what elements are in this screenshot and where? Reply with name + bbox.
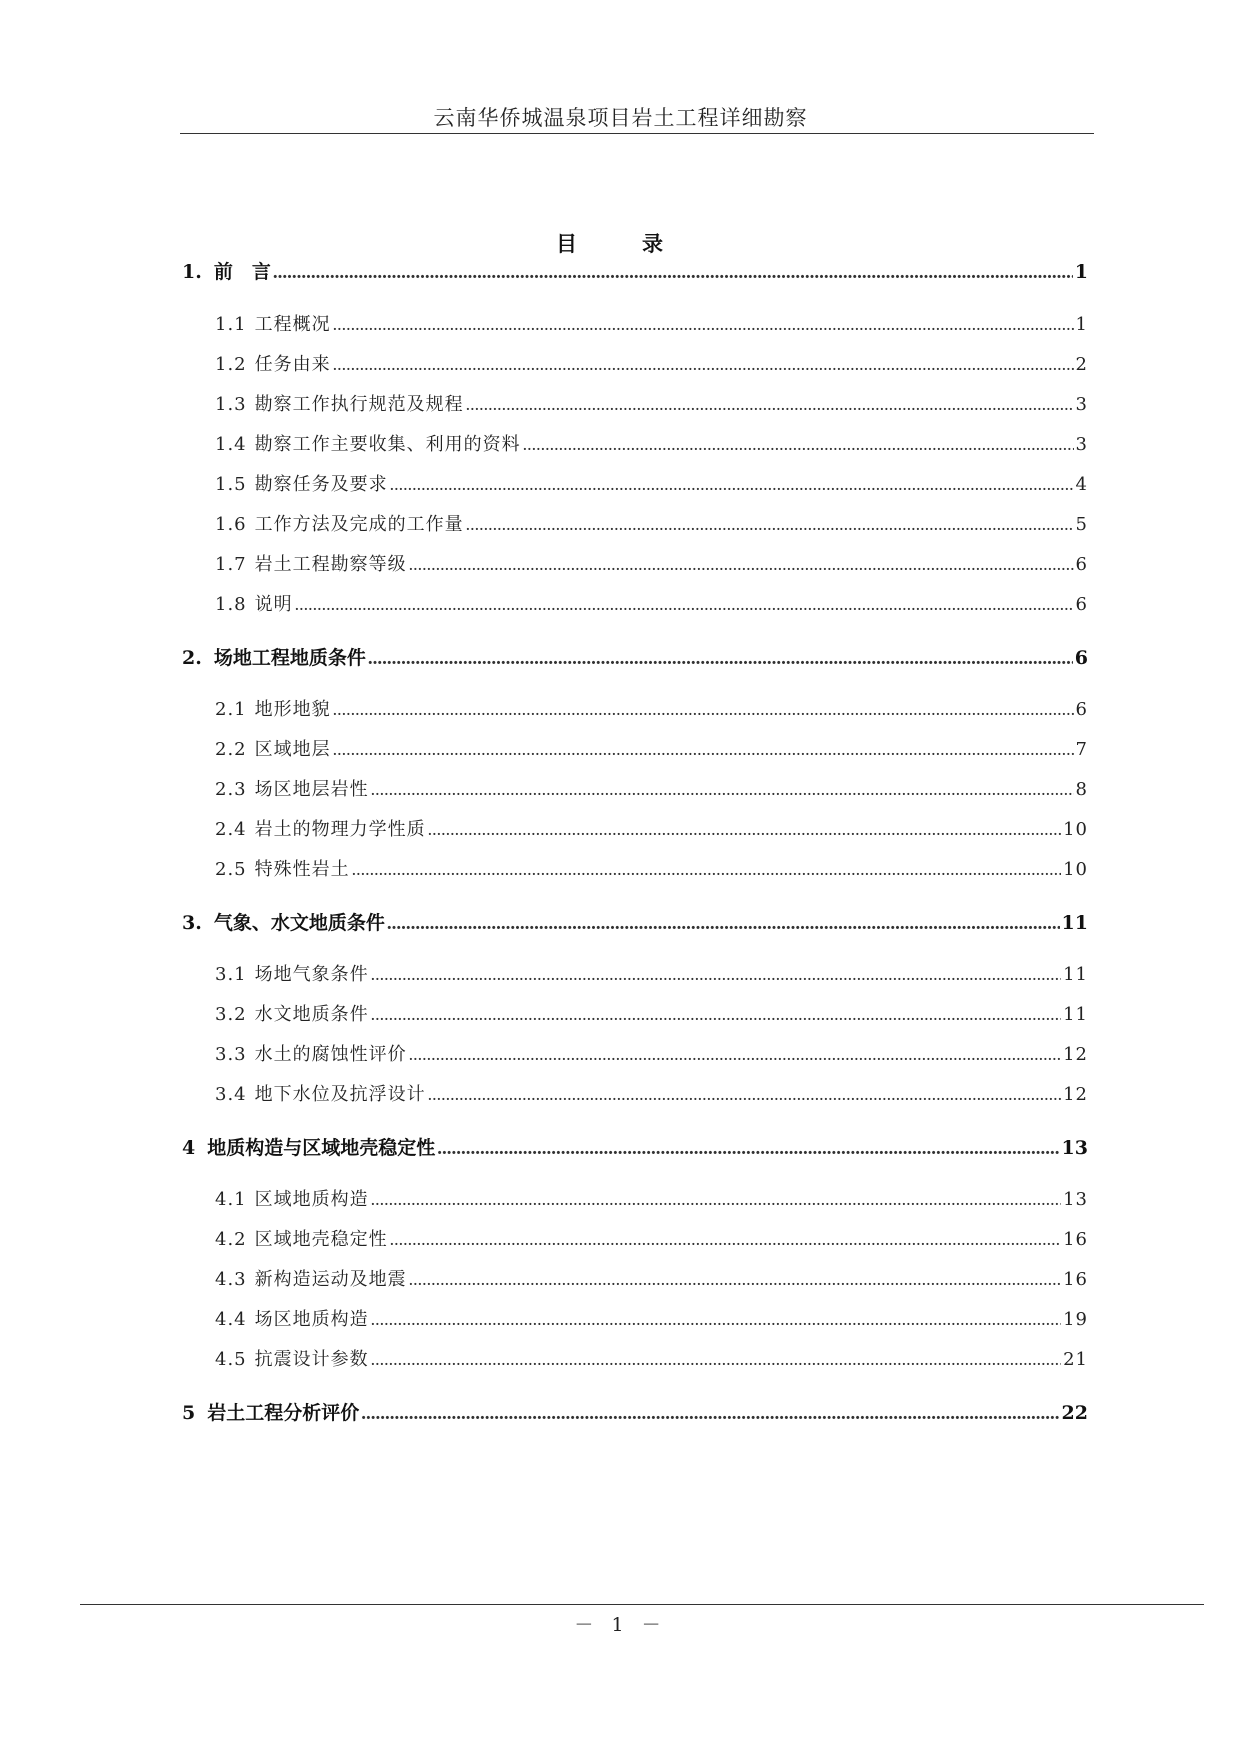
toc-entry-title: 勘察工作主要收集、利用的资料 bbox=[254, 434, 521, 455]
toc-entry-number: 1.6 bbox=[215, 514, 247, 535]
toc-chapter-entry bbox=[182, 908, 1088, 935]
dot-leader bbox=[371, 1309, 1061, 1330]
toc-entry-number: 2. bbox=[182, 647, 202, 669]
toc-entry-title: 场地气象条件 bbox=[254, 964, 369, 985]
dot-leader bbox=[390, 474, 1074, 495]
toc-entry-page: 10 bbox=[1063, 819, 1088, 840]
dot-leader bbox=[295, 594, 1074, 615]
toc-entry-page: 1 bbox=[1074, 261, 1088, 283]
toc-section-entry bbox=[215, 510, 1088, 536]
dot-leader bbox=[371, 964, 1061, 985]
toc-entry-title: 特殊性岩土 bbox=[254, 859, 350, 880]
dot-leader bbox=[333, 314, 1074, 335]
toc-entry-title: 说明 bbox=[254, 594, 293, 615]
toc-entry-title: 岩土工程分析评价 bbox=[207, 1402, 360, 1424]
toc-entry-page: 12 bbox=[1063, 1044, 1088, 1065]
toc-entry-page: 2 bbox=[1075, 354, 1088, 375]
toc-entry-title: 场区地质构造 bbox=[254, 1309, 369, 1330]
toc-entry-number: 3.3 bbox=[215, 1044, 247, 1065]
toc-entry-title: 岩土的物理力学性质 bbox=[254, 819, 426, 840]
dot-leader bbox=[368, 648, 1073, 670]
toc-entry-title: 新构造运动及地震 bbox=[254, 1269, 407, 1290]
toc-entry-page: 22 bbox=[1061, 1402, 1088, 1424]
toc-entry-number: 2.5 bbox=[215, 859, 247, 880]
toc-chapter-entry bbox=[182, 643, 1088, 670]
toc-section-entry bbox=[215, 550, 1088, 576]
toc-section-entry bbox=[215, 960, 1088, 986]
toc-entry-number: 2.1 bbox=[215, 699, 247, 720]
toc-section-entry bbox=[215, 1080, 1088, 1106]
toc-section-entry bbox=[215, 310, 1088, 336]
toc-entry-page: 16 bbox=[1063, 1269, 1088, 1290]
toc-section-entry bbox=[215, 470, 1088, 496]
toc-entry-number: 2.4 bbox=[215, 819, 247, 840]
toc-entry-title: 勘察任务及要求 bbox=[254, 474, 388, 495]
page-number: － 1 － bbox=[574, 1614, 667, 1636]
toc-entry-number: 3. bbox=[182, 912, 202, 934]
toc-entry-page: 6 bbox=[1075, 699, 1088, 720]
toc-entry-page: 13 bbox=[1063, 1189, 1088, 1210]
toc-section-entry bbox=[215, 590, 1088, 616]
toc-entry-number: 4.3 bbox=[215, 1269, 247, 1290]
dot-leader bbox=[409, 554, 1074, 575]
dot-leader bbox=[361, 1403, 1059, 1425]
toc-entry-number: 1.1 bbox=[215, 314, 247, 335]
dot-leader bbox=[409, 1044, 1061, 1065]
dot-leader bbox=[466, 514, 1074, 535]
dot-leader bbox=[333, 699, 1074, 720]
toc-heading: 目 录 bbox=[556, 231, 685, 256]
dot-leader bbox=[409, 1269, 1061, 1290]
toc-entry-title: 勘察工作执行规范及规程 bbox=[254, 394, 464, 415]
toc-entry-page: 6 bbox=[1075, 554, 1088, 575]
toc-entry-page: 8 bbox=[1075, 779, 1088, 800]
toc-entry-number: 4.2 bbox=[215, 1229, 247, 1250]
toc-entry-title: 地下水位及抗浮设计 bbox=[254, 1084, 426, 1105]
toc-entry-number: 1.2 bbox=[215, 354, 247, 375]
toc-section-entry bbox=[215, 1040, 1088, 1066]
toc-entry-page: 3 bbox=[1075, 394, 1088, 415]
toc-entry-title: 前 言 bbox=[213, 261, 271, 283]
dot-leader bbox=[371, 1189, 1061, 1210]
header-divider bbox=[180, 133, 1094, 134]
toc-section-entry bbox=[215, 815, 1088, 841]
toc-entry-number: 1.8 bbox=[215, 594, 247, 615]
dot-leader bbox=[390, 1229, 1061, 1250]
dot-leader bbox=[387, 913, 1060, 935]
toc-section-entry bbox=[215, 350, 1088, 376]
toc-entry-page: 3 bbox=[1075, 434, 1088, 455]
toc-entry-number: 3.4 bbox=[215, 1084, 247, 1105]
toc-entry-number: 1.7 bbox=[215, 554, 247, 575]
dot-leader bbox=[466, 394, 1074, 415]
footer-divider bbox=[80, 1604, 1204, 1605]
dot-leader bbox=[352, 859, 1061, 880]
dot-leader bbox=[371, 779, 1074, 800]
toc-entry-title: 抗震设计参数 bbox=[254, 1349, 369, 1370]
toc-section-entry bbox=[215, 390, 1088, 416]
toc-entry-title: 气象、水文地质条件 bbox=[213, 912, 385, 934]
toc-section-entry bbox=[215, 1185, 1088, 1211]
toc-entry-page: 13 bbox=[1061, 1137, 1088, 1159]
toc-entry-page: 12 bbox=[1063, 1084, 1088, 1105]
toc-entry-page: 6 bbox=[1075, 594, 1088, 615]
toc-section-entry bbox=[215, 775, 1088, 801]
dot-leader bbox=[333, 739, 1074, 760]
dot-leader bbox=[273, 262, 1073, 284]
toc-entry-page: 4 bbox=[1075, 474, 1088, 495]
toc-section-entry bbox=[215, 1305, 1088, 1331]
toc-entry-page: 11 bbox=[1063, 1004, 1088, 1025]
toc-entry-page: 1 bbox=[1075, 314, 1088, 335]
toc-entry-page: 21 bbox=[1063, 1349, 1088, 1370]
toc-section-entry bbox=[215, 695, 1088, 721]
toc-entry-title: 地质构造与区域地壳稳定性 bbox=[207, 1137, 436, 1159]
toc-entry-number: 1.4 bbox=[215, 434, 247, 455]
toc-entry-title: 场区地层岩性 bbox=[254, 779, 369, 800]
toc-section-entry bbox=[215, 735, 1088, 761]
toc-section-entry bbox=[215, 1225, 1088, 1251]
toc-entry-number: 3.2 bbox=[215, 1004, 247, 1025]
toc-entry-title: 区域地壳稳定性 bbox=[254, 1229, 388, 1250]
toc-entry-number: 1.5 bbox=[215, 474, 247, 495]
toc-entry-number: 2.2 bbox=[215, 739, 247, 760]
toc-entry-page: 6 bbox=[1074, 647, 1088, 669]
toc-entry-number: 5 bbox=[182, 1402, 196, 1424]
toc-entry-number: 4.1 bbox=[215, 1189, 247, 1210]
dot-leader bbox=[523, 434, 1074, 455]
toc-entry-number: 3.1 bbox=[215, 964, 247, 985]
page-header-title: 云南华侨城温泉项目岩土工程详细勘察 bbox=[433, 106, 808, 130]
toc-entry-title: 地形地貌 bbox=[254, 699, 331, 720]
toc-entry-number: 2.3 bbox=[215, 779, 247, 800]
dot-leader bbox=[428, 819, 1061, 840]
toc-chapter-entry bbox=[182, 1398, 1088, 1425]
dot-leader bbox=[333, 354, 1074, 375]
dot-leader bbox=[437, 1138, 1059, 1160]
toc-entry-number: 4.4 bbox=[215, 1309, 247, 1330]
toc-chapter-entry bbox=[182, 257, 1088, 284]
toc-entry-title: 区域地层 bbox=[254, 739, 331, 760]
toc-entry-number: 1. bbox=[182, 261, 202, 283]
toc-entry-page: 16 bbox=[1063, 1229, 1088, 1250]
toc-entry-page: 10 bbox=[1063, 859, 1088, 880]
toc-entry-title: 岩土工程勘察等级 bbox=[254, 554, 407, 575]
toc-entry-page: 11 bbox=[1061, 912, 1088, 934]
toc-entry-page: 11 bbox=[1063, 964, 1088, 985]
dot-leader bbox=[371, 1349, 1061, 1370]
toc-entry-number: 1.3 bbox=[215, 394, 247, 415]
toc-section-entry bbox=[215, 1265, 1088, 1291]
toc-entry-title: 工程概况 bbox=[254, 314, 331, 335]
toc-entry-page: 7 bbox=[1075, 739, 1088, 760]
dot-leader bbox=[371, 1004, 1061, 1025]
toc-entry-title: 任务由来 bbox=[254, 354, 331, 375]
toc-entry-title: 区域地质构造 bbox=[254, 1189, 369, 1210]
toc-entry-title: 水土的腐蚀性评价 bbox=[254, 1044, 407, 1065]
dot-leader bbox=[428, 1084, 1061, 1105]
toc-entry-page: 19 bbox=[1063, 1309, 1088, 1330]
toc-entry-title: 工作方法及完成的工作量 bbox=[254, 514, 464, 535]
toc-section-entry bbox=[215, 855, 1088, 881]
toc-entry-number: 4 bbox=[182, 1137, 196, 1159]
toc-section-entry bbox=[215, 1345, 1088, 1371]
toc-entry-page: 5 bbox=[1075, 514, 1088, 535]
toc-entry-title: 场地工程地质条件 bbox=[213, 647, 366, 669]
toc-entry-title: 水文地质条件 bbox=[254, 1004, 369, 1025]
toc-section-entry bbox=[215, 1000, 1088, 1026]
toc-entry-number: 4.5 bbox=[215, 1349, 247, 1370]
toc-section-entry bbox=[215, 430, 1088, 456]
toc-chapter-entry bbox=[182, 1133, 1088, 1160]
